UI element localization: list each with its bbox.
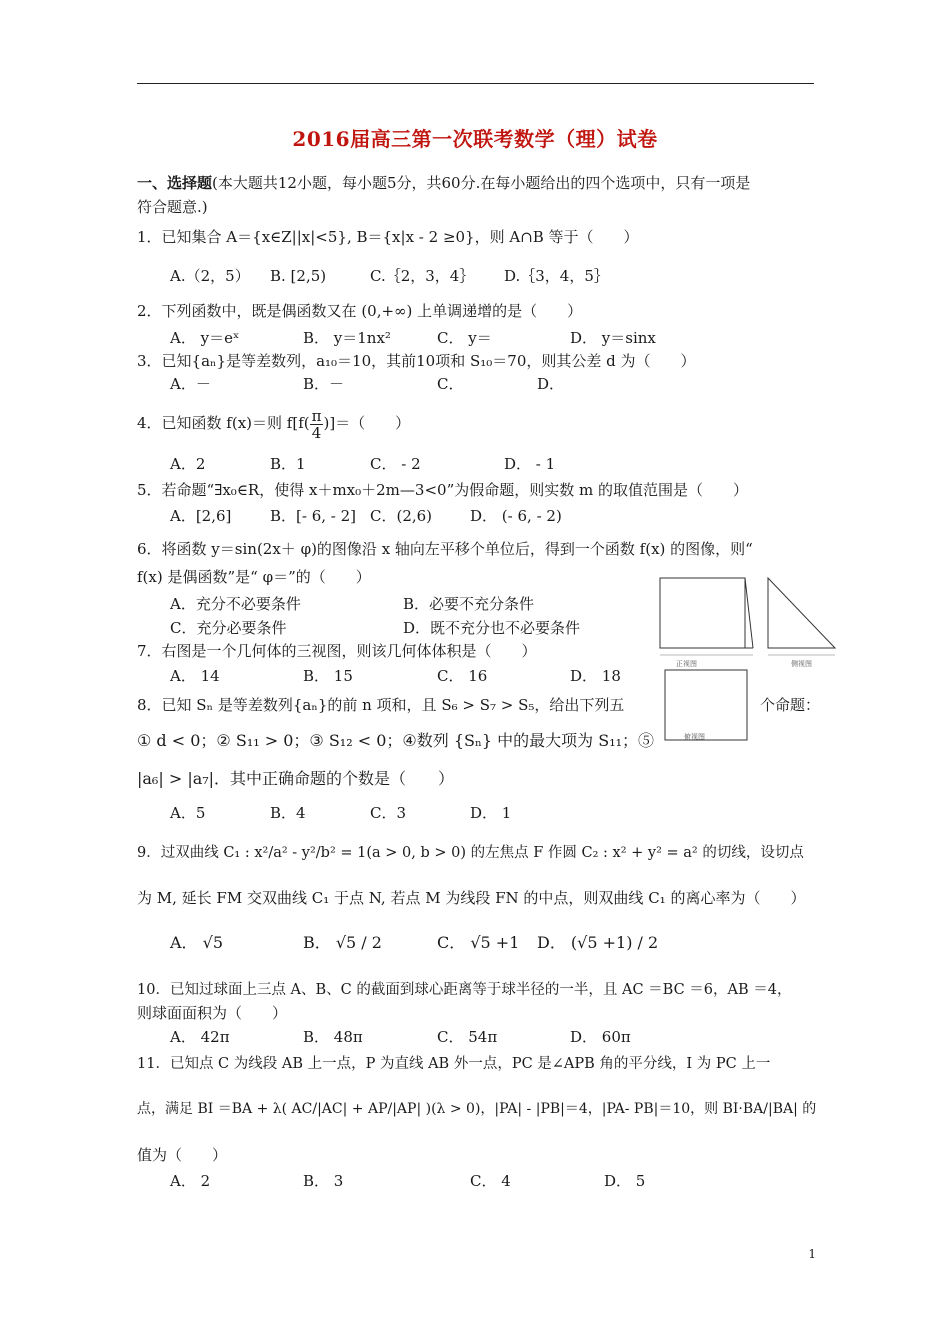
q9-option-b: B． √5 / 2	[303, 933, 382, 952]
q7-option-d: D． 18	[570, 667, 621, 685]
question-8-stem-tail: 个命题：	[760, 696, 821, 714]
question-4-stem	[137, 404, 410, 442]
q6-option-c: C．充分必要条件	[170, 619, 287, 637]
front-view-rect	[660, 578, 745, 648]
q2-option-d: D． y＝sinx	[570, 329, 656, 347]
question-8-stem: 8．已知 Sₙ 是等差数列{aₙ}的前 n 项和，且 S₆ > S₇ > S₅，给出下列五	[137, 696, 625, 714]
q11-option-b: B． 3	[303, 1172, 344, 1190]
q9-option-c: C． √5 +1	[437, 933, 520, 952]
question-11-stem: 11．已知点 C 为线段 AB 上一点，P 为直线 AB 外一点，PC 是∠APB 角的平分线，I 为 PC 上一	[137, 1056, 771, 1072]
q10-option-b: B． 48π	[303, 1028, 363, 1046]
question-1-stem: 1．已知集合 A＝{x∈Z||x|<5}, B＝{x|x - 2 ≥0}，则 A∩B 等于（ ）	[137, 228, 639, 246]
page-number: 1	[808, 1247, 816, 1261]
section-intro	[137, 173, 750, 193]
section-intro-line2: 符合题意.)	[137, 198, 208, 216]
question-11-stem3: 值为（ ）	[137, 1146, 228, 1164]
q5-option-b: B．[- 6, - 2]	[270, 507, 357, 525]
q8-option-c: C．3	[370, 804, 407, 822]
q4-option-d: D． - 1	[504, 455, 556, 473]
q4-fraction	[310, 408, 324, 441]
q3-option-d: D．	[537, 375, 565, 393]
q5-option-c: C．(2,6)	[370, 507, 433, 525]
q3-option-c: C．	[437, 375, 464, 393]
q4-option-b: B．1	[270, 455, 306, 473]
q4-stem-a: 4．已知函数 f(x)＝则 f[f(	[137, 414, 310, 432]
q4-stem-b: )]＝（ ）	[323, 414, 411, 432]
q1-option-c: C.｛2，3，4｝	[370, 267, 475, 285]
q11-option-a: A． 2	[170, 1172, 211, 1190]
q3-option-b: B．－	[303, 375, 345, 393]
q9-option-d: D． (√5 +1) / 2	[537, 933, 659, 952]
question-7-stem: 7．右图是一个几何体的三视图，则该几何体体积是（ ）	[137, 642, 537, 660]
top-view-rect	[665, 670, 747, 740]
front-view-label: 正视图	[676, 660, 697, 668]
q4-option-c: C． - 2	[370, 455, 421, 473]
top-view-label: 俯视图	[684, 733, 705, 741]
q2-option-a: A． y＝eˣ	[170, 329, 240, 347]
question-2-stem: 2．下列函数中，既是偶函数又在 (0,+∞) 上单调递增的是（ ）	[137, 302, 583, 320]
question-6-stem2: f(x) 是偶函数”是“ φ＝”的（ ）	[137, 568, 371, 586]
section-heading: 一、选择题	[137, 174, 213, 192]
q1-option-d: D.｛3，4，5｝	[504, 267, 609, 285]
q7-option-b: B． 15	[303, 667, 353, 685]
q7-option-c: C． 16	[437, 667, 488, 685]
question-8-line3: |a₆| > |a₇|．其中正确命题的个数是（ ）	[137, 769, 455, 788]
question-10-stem: 10．已知过球面上三点 A、B、C 的截面到球心距离等于球半径的一半，且 AC ＝BC ＝6，AB ＝4，	[137, 982, 792, 998]
question-9-stem: 9．过双曲线 C₁ : x²/a² - y²/b² = 1(a > 0, b > 0) 的左焦点 F 作圆 C₂ : x² + y² = a² 的切线，设切点	[137, 845, 804, 861]
question-9-stem2: 为 M, 延长 FM 交双曲线 C₁ 于点 N, 若点 M 为线段 FN 的中点，则双曲线 C₁ 的离心率为（ ）	[137, 889, 806, 907]
q4-option-a: A．2	[170, 455, 206, 473]
q8-option-b: B．4	[270, 804, 306, 822]
q2-option-c: C． y＝	[437, 329, 492, 347]
q6-option-a: A．充分不必要条件	[170, 595, 301, 613]
q5-option-a: A．[2,6]	[170, 507, 232, 525]
q6-option-d: D．既不充分也不必要条件	[403, 619, 581, 637]
q4-frac-den: 4	[311, 423, 322, 442]
q5-option-d: D． (- 6, - 2)	[470, 507, 562, 525]
question-3-stem: 3．已知{aₙ}是等差数列，a₁₀＝10，其前10项和 S₁₀＝70，则其公差 d 为（ ）	[137, 352, 696, 370]
header-rule	[137, 83, 814, 84]
page-title: 2016届高三第一次联考数学（理）试卷	[292, 127, 658, 151]
q3-option-a: A．－	[170, 375, 211, 393]
q10-option-a: A． 42π	[170, 1028, 230, 1046]
q11-option-d: D． 5	[604, 1172, 646, 1190]
front-view-slant	[745, 578, 753, 648]
q7-option-a: A． 14	[170, 667, 220, 685]
q4-frac-num: π	[311, 406, 322, 425]
q1-option-a: A.（2，5）	[170, 267, 250, 285]
q2-option-b: B． y＝1nx²	[303, 329, 391, 347]
question-11-stem2: 点，满足 BI ＝BA + λ( AC/|AC| + AP/|AP| )(λ > 0)，|PA| - |PB|＝4，|PA- PB|＝10，则 BI·BA/|BA| 的	[137, 1101, 817, 1117]
q11-option-c: C． 4	[470, 1172, 511, 1190]
q1-option-b: B. [2,5)	[270, 267, 327, 285]
q10-option-d: D． 60π	[570, 1028, 631, 1046]
question-6-stem: 6．将函数 y＝sin(2x＋ φ)的图像沿 x 轴向左平移个单位后，得到一个函数 f(x) 的图像，则“	[137, 540, 753, 558]
question-10-stem2: 则球面面积为（ ）	[137, 1004, 288, 1022]
q8-option-a: A．5	[170, 804, 206, 822]
section-intro-text: (本大题共12小题，每小题5分，共60分.在每小题给出的四个选项中，只有一项是	[212, 174, 751, 192]
side-view-label: 侧视图	[791, 660, 812, 668]
q8-option-d: D． 1	[470, 804, 512, 822]
q10-option-c: C． 54π	[437, 1028, 498, 1046]
q6-option-b: B．必要不充分条件	[403, 595, 535, 613]
q9-option-a: A． √5	[170, 933, 224, 952]
side-view-triangle	[768, 578, 835, 648]
question-5-stem: 5．若命题“∃x₀∈R，使得 x＋mx₀＋2m—3<0”为假命题，则实数 m 的取值范围是（ ）	[137, 481, 748, 499]
question-8-line2: ① d < 0；② S₁₁ > 0；③ S₁₂ < 0；④数列 {Sₙ} 中的最大项为 S₁₁；⑤	[137, 731, 655, 750]
